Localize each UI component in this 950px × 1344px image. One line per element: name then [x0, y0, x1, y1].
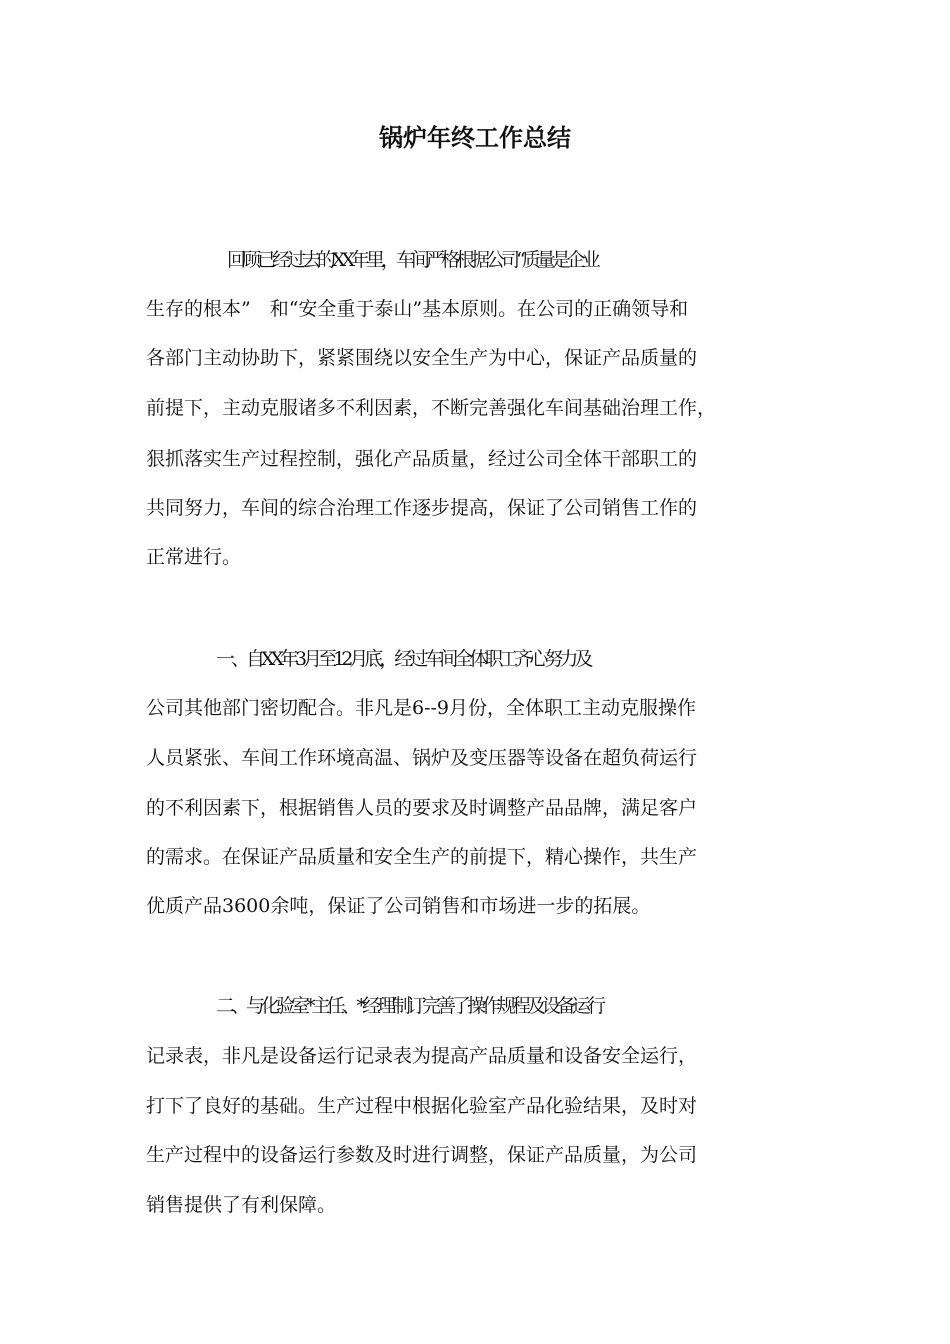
- paragraph-line: 生存的根本” 和“安全重于泰山”基本原则。在公司的正确领导和: [146, 298, 689, 320]
- paragraph-line: 打下了良好的基础。生产过程中根据化验室产品化验结果，及时对: [146, 1095, 698, 1117]
- paragraph-line: 各部门主动协助下，紧紧围绕以安全生产为中心，保证产品质量的: [146, 347, 698, 369]
- paragraph-line: 优质产品3600余吨，保证了公司销售和市场进一步的拓展。: [146, 895, 651, 917]
- paragraph-line: 生产过程中的设备运行参数及时进行调整，保证产品质量，为公司: [146, 1144, 698, 1166]
- paragraph-line: 共同努力，车间的综合治理工作逐步提高，保证了公司销售工作的: [146, 497, 698, 519]
- paragraph-line: 正常进行。: [146, 546, 242, 568]
- paragraph-line: 狠抓落实生产过程控制，强化产品质量，经过公司全体干部职工的: [146, 448, 698, 470]
- paragraph-line: 一、自XX年3月至12月底，经过车间全体职工齐心努力及: [216, 648, 590, 670]
- paragraph-line: 的需求。在保证产品质量和安全生产的前提下，精心操作，共生产: [146, 846, 698, 868]
- document-title: 锅炉年终工作总结: [379, 124, 571, 152]
- paragraph-line: 人员紧张、车间工作环境高温、锅炉及变压器等设备在超负荷运行: [146, 747, 698, 769]
- paragraph-line: 前提下，主动克服诸多不利因素，不断完善强化车间基础治理工作，: [146, 397, 717, 419]
- paragraph-line: 销售提供了有利保障。: [146, 1194, 337, 1216]
- paragraph-line: 记录表，非凡是设备运行记录表为提高产品质量和设备安全运行，: [146, 1045, 698, 1067]
- paragraph-line: 公司其他部门密切配合。非凡是6--9月份，全体职工主动克服操作: [146, 697, 697, 719]
- paragraph-line: 回顾已经过去的XX年里，车间严格根据公司“质量是企业: [227, 249, 597, 271]
- paragraph-line: 的不利因素下，根据销售人员的要求及时调整产品品牌，满足客户: [146, 797, 698, 819]
- paragraph-line: 二、与化验室*主任、*经理制订完善了操作规程及设备运行: [216, 995, 603, 1017]
